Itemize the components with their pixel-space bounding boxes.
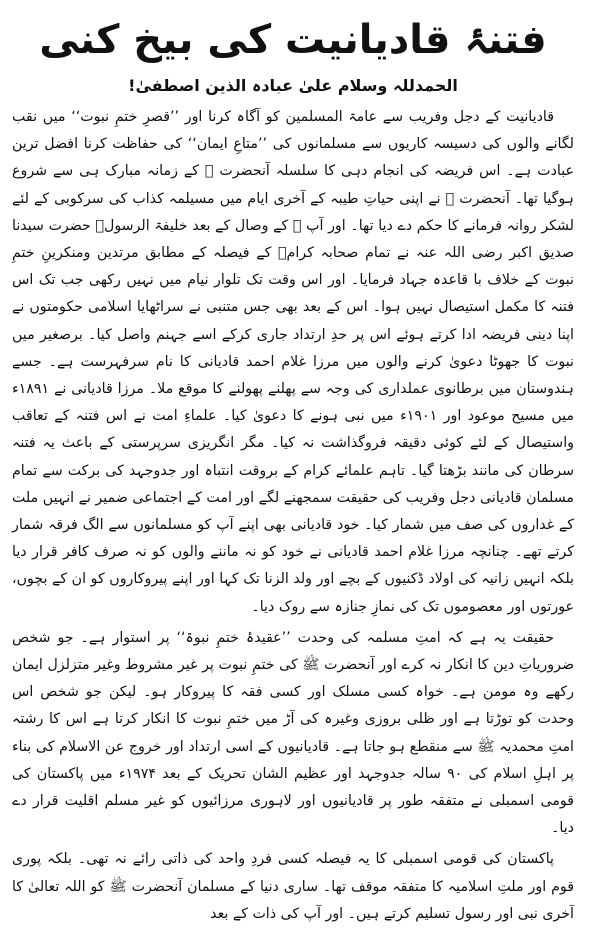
paragraph-2: حقیقت یہ ہے کہ امتِ مسلمہ کی وحدت ’’عقیدۂ ختمِ نبوۃ‘‘ پر استوار ہے۔ جو شخص ضروریاتِ دین کا انکار نہ کرے اور آنحضرت ﷺ کی ختمِ نبوت پر غیر مشروط وغیر متزلزل ایمان رکھے وہ مومن ہے۔ خواہ کسی مسلک اور کسی فقہ کا پیروکار ہو۔ لیکن جو شخص اس وحدت کو توڑتا ہے اور ظلی بروزی وغیرہ کی آڑ میں ختمِ نبوت کا انکار کرتا ہے اس کا رشتہ امتِ محمدیہ ﷺ سے منقطع ہو جاتا ہے۔ قادیانیوں کے اسی ارتداد اور خروج عن الاسلام کی بناء پر اہلِ اسلام کی ۹۰ سالہ جدوجہد اور عظیم الشان تحریک کے بعد ۱۹۷۴ء میں پاکستان کی قومی اسمبلی نے متفقہ طور پر قادیانیوں اور لاہوری مرزائیوں کو غیر مسلم اقلیت قرار دے دیا۔ [12, 629, 575, 837]
salutation-line: الحمدللہ وسلام علیٰ عبادہ الذین اصطفیٰ! [128, 76, 458, 95]
paragraph-3: پاکستان کی قومی اسمبلی کا یہ فیصلہ کسی فردِ واحد کی ذاتی رائے نہ تھی۔ بلکہ پوری قوم اور ملتِ اسلامیہ کا متفقہ موقف تھا۔ ساری دنیا کے مسلمان آنحضرت ﷺ کو اللہ تعالیٰ کا آخری نبی اور رسول تسلیم کرتے ہیں۔ اور آپ کی ذات کے بعد [12, 851, 574, 922]
paragraph-1: قادیانیت کے دجل وفریب سے عامۃ المسلمین کو آگاہ کرنا اور ’’قصرِ ختمِ نبوت‘‘ میں نقب لگانے والوں کی دسیسہ کاریوں سے مسلمانوں کی ’’متاعِ ایمان‘‘ کی حفاظت کرنا افضل ترین عبادت ہے۔ اس فریضہ کی انجام دہی کا سلسلہ آنحضرت ﷺ کے زمانہ مبارک ہی سے شروع ہوگیا تھا۔ آنحضرت ﷺ نے اپنی حیاتِ طیبہ کے آخری ایام میں مسیلمہ کذاب کی سرکوبی کے لئے لشکر روانہ فرمانے کا حکم دے دیا تھا۔ اور آپ ﷺ کے وصال کے بعد خلیفۃ الرسولؐ حضرت سیدنا صدیق اکبر رضی اللہ عنہ نے تمام صحابہ کرامؓ کے فیصلہ کے مطابق مرتدین ومنکرینِ ختمِ نبوت کے خلاف با قاعدہ جہاد فرمایا۔ اور اس وقت تک تلوار نیام میں نہیں رکھی جب تک اس فتنہ کا مکمل استیصال نہیں ہوا۔ اس کے بعد بھی جس متنبی نے سراٹھایا اسلامی حکومتوں نے اپنا دینی فریضہ ادا کرتے ہوئے اس پر حدِ ارتداد جاری کرکے اسے جہنم واصل کیا۔ برصغیر میں نبوت کا جھوٹا دعویٰ کرنے والوں میں مرزا غلام احمد قادیانی کا نام سرفہرست ہے۔ جسے ہندوستان میں برطانوی عملداری کی وجہ سے پھلنے پھولنے کا موقع ملا۔ مرزا قادیانی نے ۱۸۹۱ء میں مسیح موعود اور ۱۹۰۱ء میں نبی ہونے کا دعویٰ کیا۔ علماءِ امت نے اس فتنہ کے تعاقب واستیصال کے لئے کوئی دقیقہ فروگذاشت نہ کیا۔ مگر انگریزی سرپرستی کے باعث یہ فتنہ سرطان کی مانند بڑھتا گیا۔ تاہم علمائے کرام کے بروقت انتباہ اور جدوجہد کی برکت سے تمام مسلمان قادیانی دجل وفریب کی حقیقت سمجھنے لگے اور امت کے اجتماعی ضمیر نے انہیں ملت کے غداروں کی صف میں شمار کیا۔ خود قادیانی بھی اپنے آپ کو مسلمانوں سے الگ فرقہ شمار کرتے تھے۔ چنانچہ مرزا غلام احمد قادیانی نے خود کو نہ ماننے والوں کو نہ صرف کافر قرار دیا بلکہ انہیں زانیہ کی اولاد ڈکنیوں کے بچے اور ولد الزنا تک کہا اور اپنے پیروکاروں کو ان کے بچوں، عورتوں اور معصوموں تک کی نمازِ جنازہ سے روک دیا۔ [12, 109, 575, 615]
page-title: فتنۂ قادیانیت کی بیخ کنی [39, 17, 547, 63]
